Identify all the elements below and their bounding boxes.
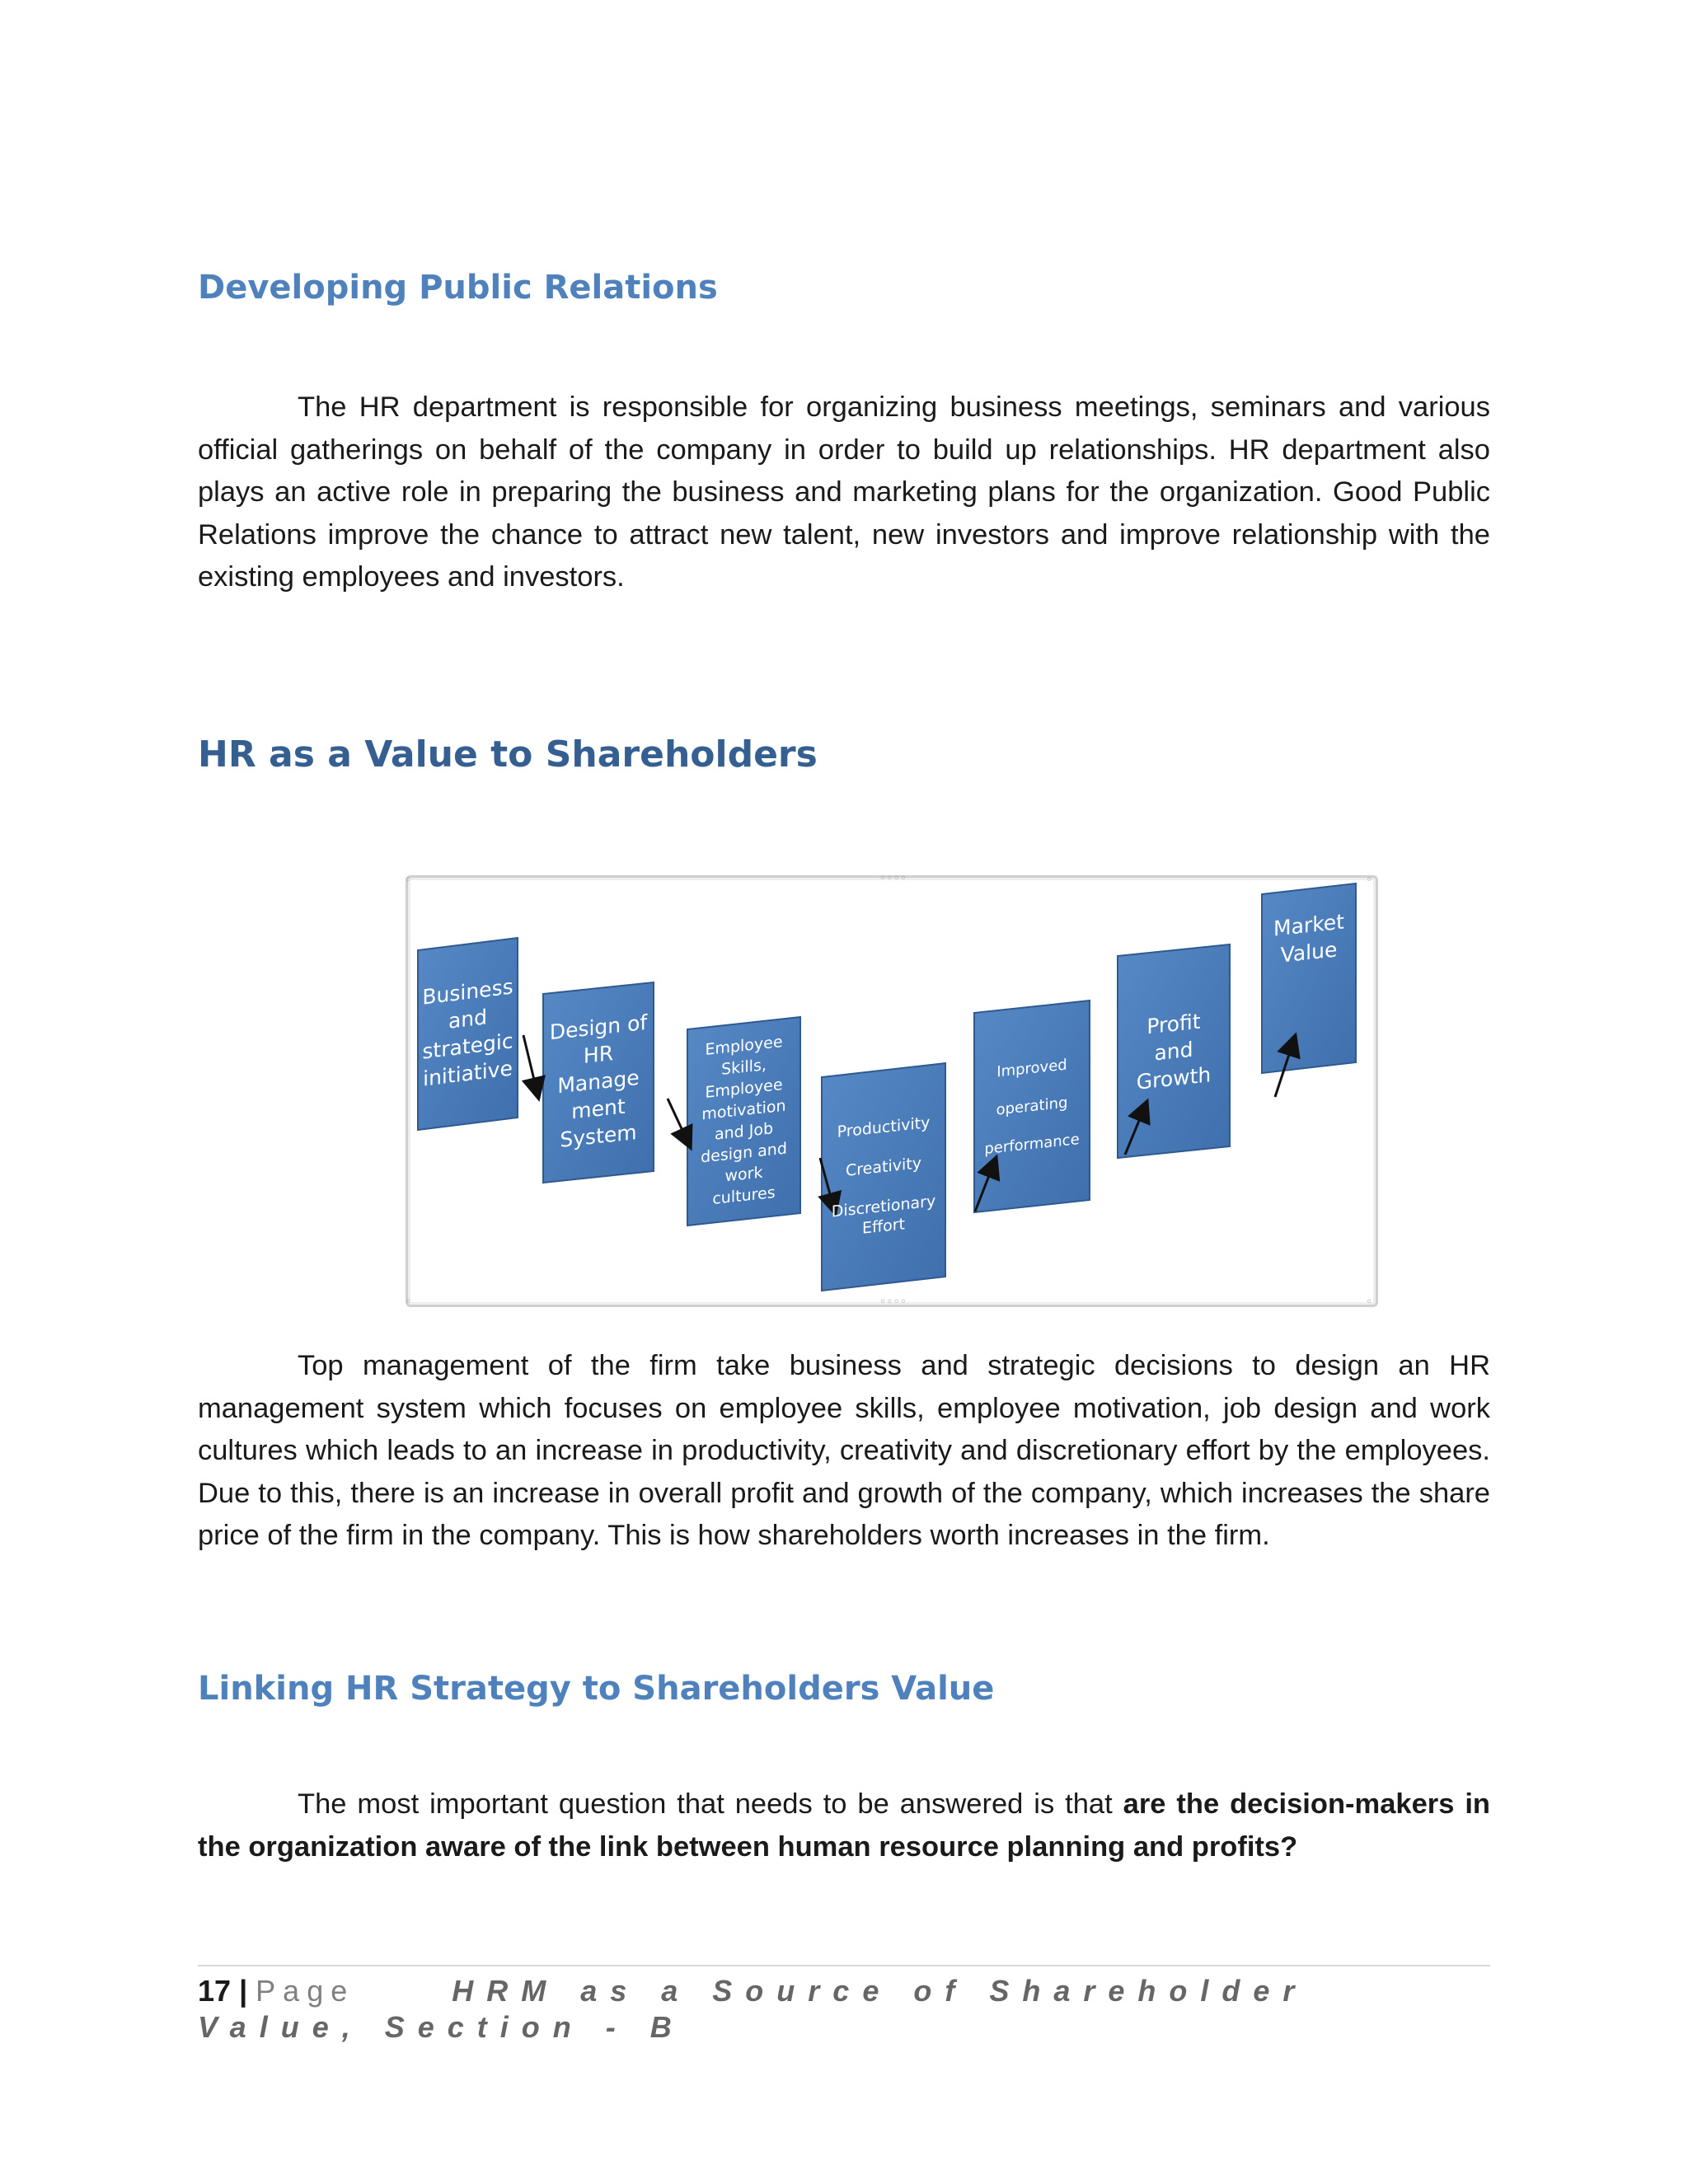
paragraph-linking-hr-strategy — [198, 1783, 1490, 1868]
frame-resize-handle-top: ◦◦◦◦ — [879, 872, 907, 885]
paragraph-plain-text: The most important question that needs to be answered is that — [298, 1788, 1123, 1820]
diagram-label-market-value: Market Value — [1273, 909, 1344, 968]
footer-divider — [198, 1965, 1490, 1966]
page-footer — [198, 1973, 1490, 2046]
diagram-label-operating-performance: Improved operating performance — [984, 1056, 1080, 1158]
diagram-label-employee-skills: Employee Skills, Employee motivation and Job design and work cultures — [701, 1033, 787, 1209]
diagram-label-business-strategic: Business and strategic initiative — [422, 974, 513, 1091]
paragraph-bold-question: are the decision-makers in the organization aware of the link between human resource planning and profits? — [198, 1788, 1490, 1863]
arrow-1-icon — [523, 1035, 538, 1097]
diagram-label-profit-growth: Profit and Growth — [1136, 1009, 1212, 1094]
section-heading-linking-hr-strategy: Linking HR Strategy to Shareholders Value — [198, 1670, 995, 1708]
diagram-label-productivity: Productivity Creativity Discretionary Effort — [831, 1113, 936, 1238]
frame-resize-handle-bottom-right: ◦ — [1366, 1296, 1373, 1309]
section-heading-public-relations: Developing Public Relations — [198, 269, 718, 307]
frame-resize-handle-bottom-left: ◦ — [405, 1296, 412, 1309]
hr-value-chain-diagram — [405, 872, 1378, 1309]
frame-resize-handle-bottom: ◦◦◦◦ — [879, 1296, 907, 1309]
paragraph-hr-value: Top management of the firm take business and strategic decisions to design an HR management system which focuses on employee skills, employee motivation, job design and work cultures which leads to an increase in productivity, creativity and discretionary effort by the employees. Due to this, there is an increase in overall profit and growth of the company, which increases the share price of the firm in the company. This is how shareholders worth increases in the firm. — [198, 1350, 1490, 1551]
page-number: 17 — [198, 1974, 232, 2008]
frame-resize-handle-top-right: ◦ — [1366, 874, 1373, 887]
paragraph-public-relations: The HR department is responsible for organizing business meetings, seminars and various official gatherings on behalf of the company in order to build up relationships. HR department also plays an active role in preparing the business and marketing plans for the organization. Good Public Relations improve the chance to attract new talent, new investors and improve relationship with the existing employees and investors. — [198, 391, 1490, 593]
diagram-label-design-hr: Design of HR Manage ment System — [549, 1010, 648, 1152]
arrow-2-icon — [668, 1099, 690, 1146]
frame-resize-handle-top-left: ◦ — [405, 874, 412, 887]
page-separator: | — [239, 1974, 248, 2008]
page-word: Page — [256, 1974, 355, 2008]
document-title: HRM as a Source of Shareholder Value, Section - B — [198, 1974, 1308, 2044]
section-heading-hr-value: HR as a Value to Shareholders — [198, 733, 818, 776]
